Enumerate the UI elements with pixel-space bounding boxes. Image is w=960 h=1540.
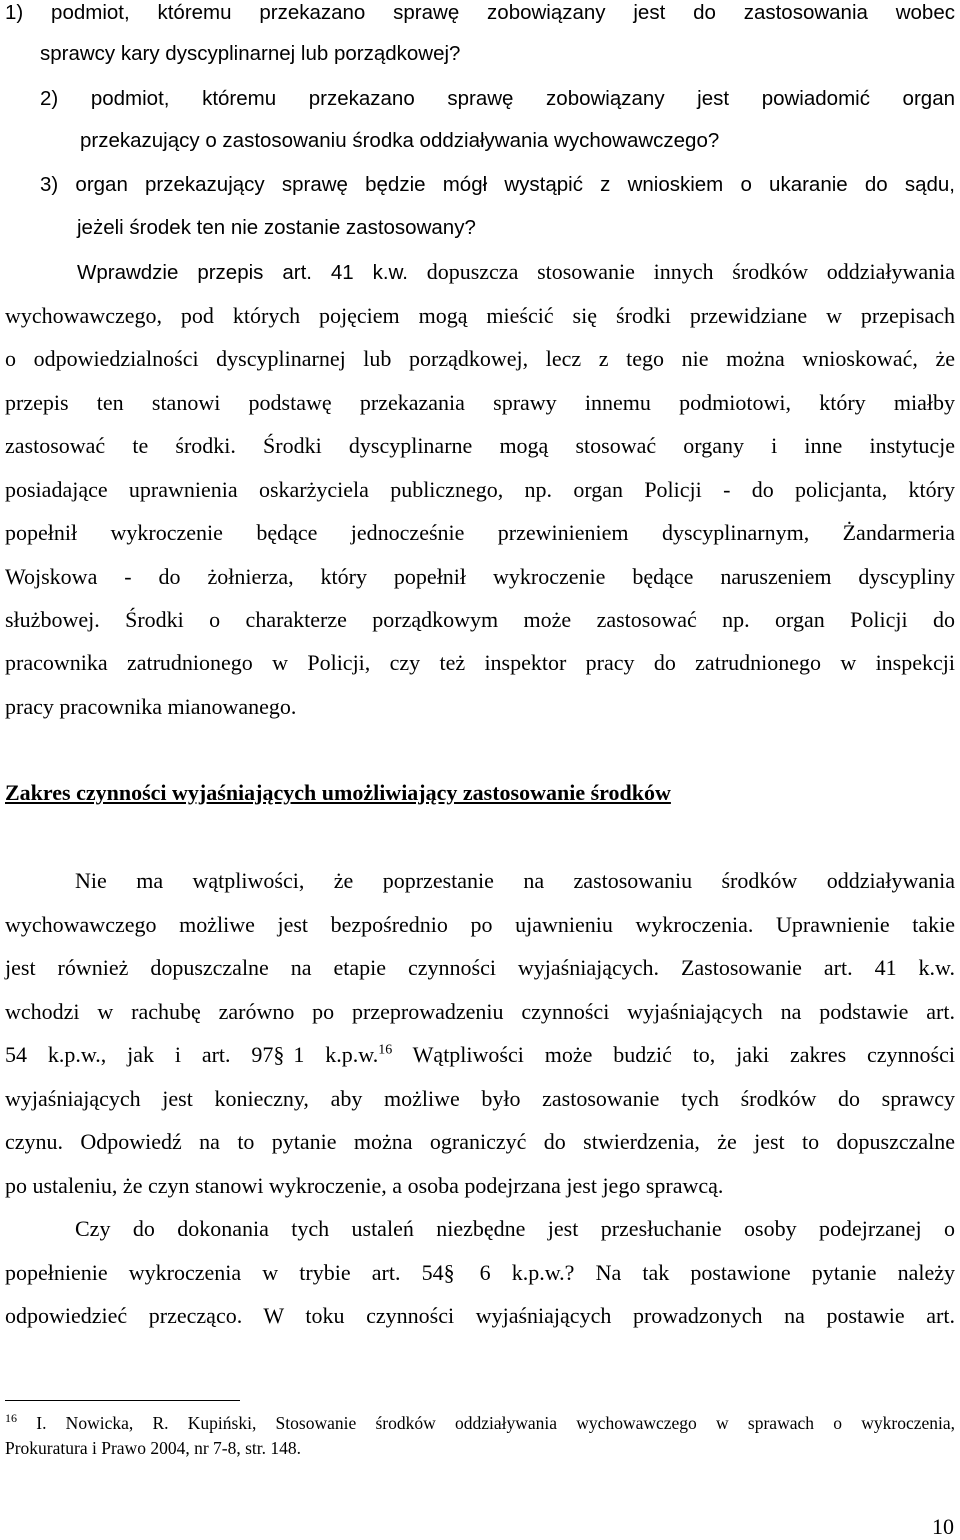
footnote-reference[interactable]: 16 [378,1042,393,1058]
paragraph-3-line-3: odpowiedzieć przecząco. W toku czynności wyjaśniających prowadzonych na postawie art. [5,1303,955,1328]
list-item-2-line-1: 2) podmiot, któremu przekazano sprawę zobowiązany jest powiadomić organ [40,87,955,110]
section-heading: Zakres czynności wyjaśniających umożliwiający zastosowanie środków [5,780,671,805]
footnote-number: 16 [5,1411,17,1426]
paragraph-2-line-5-part-c: Wątpliwości może budzić to, jaki zakres czynności [392,1042,955,1067]
footnote-line-2: Prokuratura i Prawo 2004, nr 7-8, str. 148. [5,1438,302,1458]
list-item-3-line-1: 3) organ przekazujący sprawę będzie mógł wystąpić z wnioskiem o ukaranie do sądu, [40,173,955,196]
list-item-2-line-2: przekazujący o zastosowaniu środka oddziaływania wychowawczego? [80,129,720,152]
paragraph-1-line-4: przepis ten stanowi podstawę przekazania sprawy innemu podmiotowi, który miałby [5,390,955,415]
footnote-line-1 [5,1413,955,1433]
list-item-1-line-2: sprawcy kary dyscyplinarnej lub porządkowej? [40,42,461,65]
paragraph-3-line-1: Czy do dokonania tych ustaleń niezbędne jest przesłuchanie osoby podejrzanej o [75,1216,955,1241]
paragraph-1-line-11: pracy pracownika mianowanego. [5,694,297,719]
paragraph-3-line-2 [5,1260,955,1286]
footnote-divider [5,1400,240,1401]
paragraph-2-line-3: jest również dopuszczalne na etapie czynności wyjaśniających. Zastosowanie art. 41 k.w. [5,955,955,980]
paragraph-2-line-1: Nie ma wątpliwości, że poprzestanie na zastosowaniu środków oddziaływania [75,868,955,893]
paragraph-1-line-1 [5,259,955,286]
paragraph-1-line-2: wychowawczego, pod których pojęciem mogą mieścić się środki przewidziane w przepisach [5,303,955,328]
list-item-1-line-1: 1) podmiot, któremu przekazano sprawę zobowiązany jest do zastosowania wobec [5,1,955,24]
paragraph-1-line-3: o odpowiedzialności dyscyplinarnej lub porządkowej, lecz z tego nie można wnioskować, że [5,346,955,371]
paragraph-1-line-8: Wojskowa - do żołnierza, który popełnił wykroczenie będące naruszeniem dyscypliny [5,564,955,589]
paragraph-1-line-5: zastosować te środki. Środki dyscyplinarne mogą stosować organy i inne instytucje [5,433,955,458]
paragraph-1-line-1-rest: dopuszcza stosowanie innych środków oddziaływania [407,259,955,284]
section-sign: § [273,1042,285,1067]
paragraph-1-line-7: popełnił wykroczenie będące jednocześnie przewinieniem dyscyplinarnym, Żandarmeria [5,520,955,545]
paragraph-1-line-9: służbowej. Środki o charakterze porządkowym może zastosować np. organ Policji do [5,607,955,632]
page-number: 10 [932,1514,954,1539]
paragraph-1-line-10: pracownika zatrudnionego w Policji, czy też inspektor pracy do zatrudnionego w inspekcji [5,650,955,675]
paragraph-2-line-5-part-a: 54 k.p.w., jak i art. 97 [5,1042,274,1067]
paragraph-3-line-2-part-b: 6 k.p.w.? Na tak postawione pytanie należy [479,1260,956,1285]
paragraph-2-line-7: czynu. Odpowiedź na to pytanie można ograniczyć do stwierdzenia, że jest to dopuszczalne [5,1129,955,1154]
paragraph-2-line-6: wyjaśniających jest konieczny, aby możliwe było zastosowanie tych środków do sprawcy [5,1086,955,1111]
list-item-3-line-2: jeżeli środek ten nie zostanie zastosowany? [77,216,476,239]
paragraph-1-line-6: posiadające uprawnienia oskarżyciela publicznego, np. organ Policji - do policjanta, który [5,477,955,502]
paragraph-2-line-5 [5,1042,955,1068]
paragraph-1-lead: Wprawdzie przepis art. 41 k.w. [77,261,408,284]
paragraph-2-line-4: wchodzi w rachubę zarówno po przeprowadzeniu czynności wyjaśniających na podstawie art. [5,999,955,1024]
section-sign: § [443,1260,455,1285]
footnote-text-1: I. Nowicka, R. Kupiński, Stosowanie środków oddziaływania wychowawczego w sprawach o wykroczenia, [17,1413,955,1433]
paragraph-3-line-2-part-a: popełnienie wykroczenia w trybie art. 54 [5,1260,444,1285]
paragraph-2-line-8: po ustaleniu, że czyn stanowi wykroczenie, a osoba podejrzana jest jego sprawcą. [5,1173,724,1198]
paragraph-2-line-2: wychowawczego możliwe jest bezpośrednio po ujawnieniu wykroczenia. Uprawnienie takie [5,912,955,937]
paragraph-2-line-5-part-b: 1 k.p.w. [293,1042,379,1067]
